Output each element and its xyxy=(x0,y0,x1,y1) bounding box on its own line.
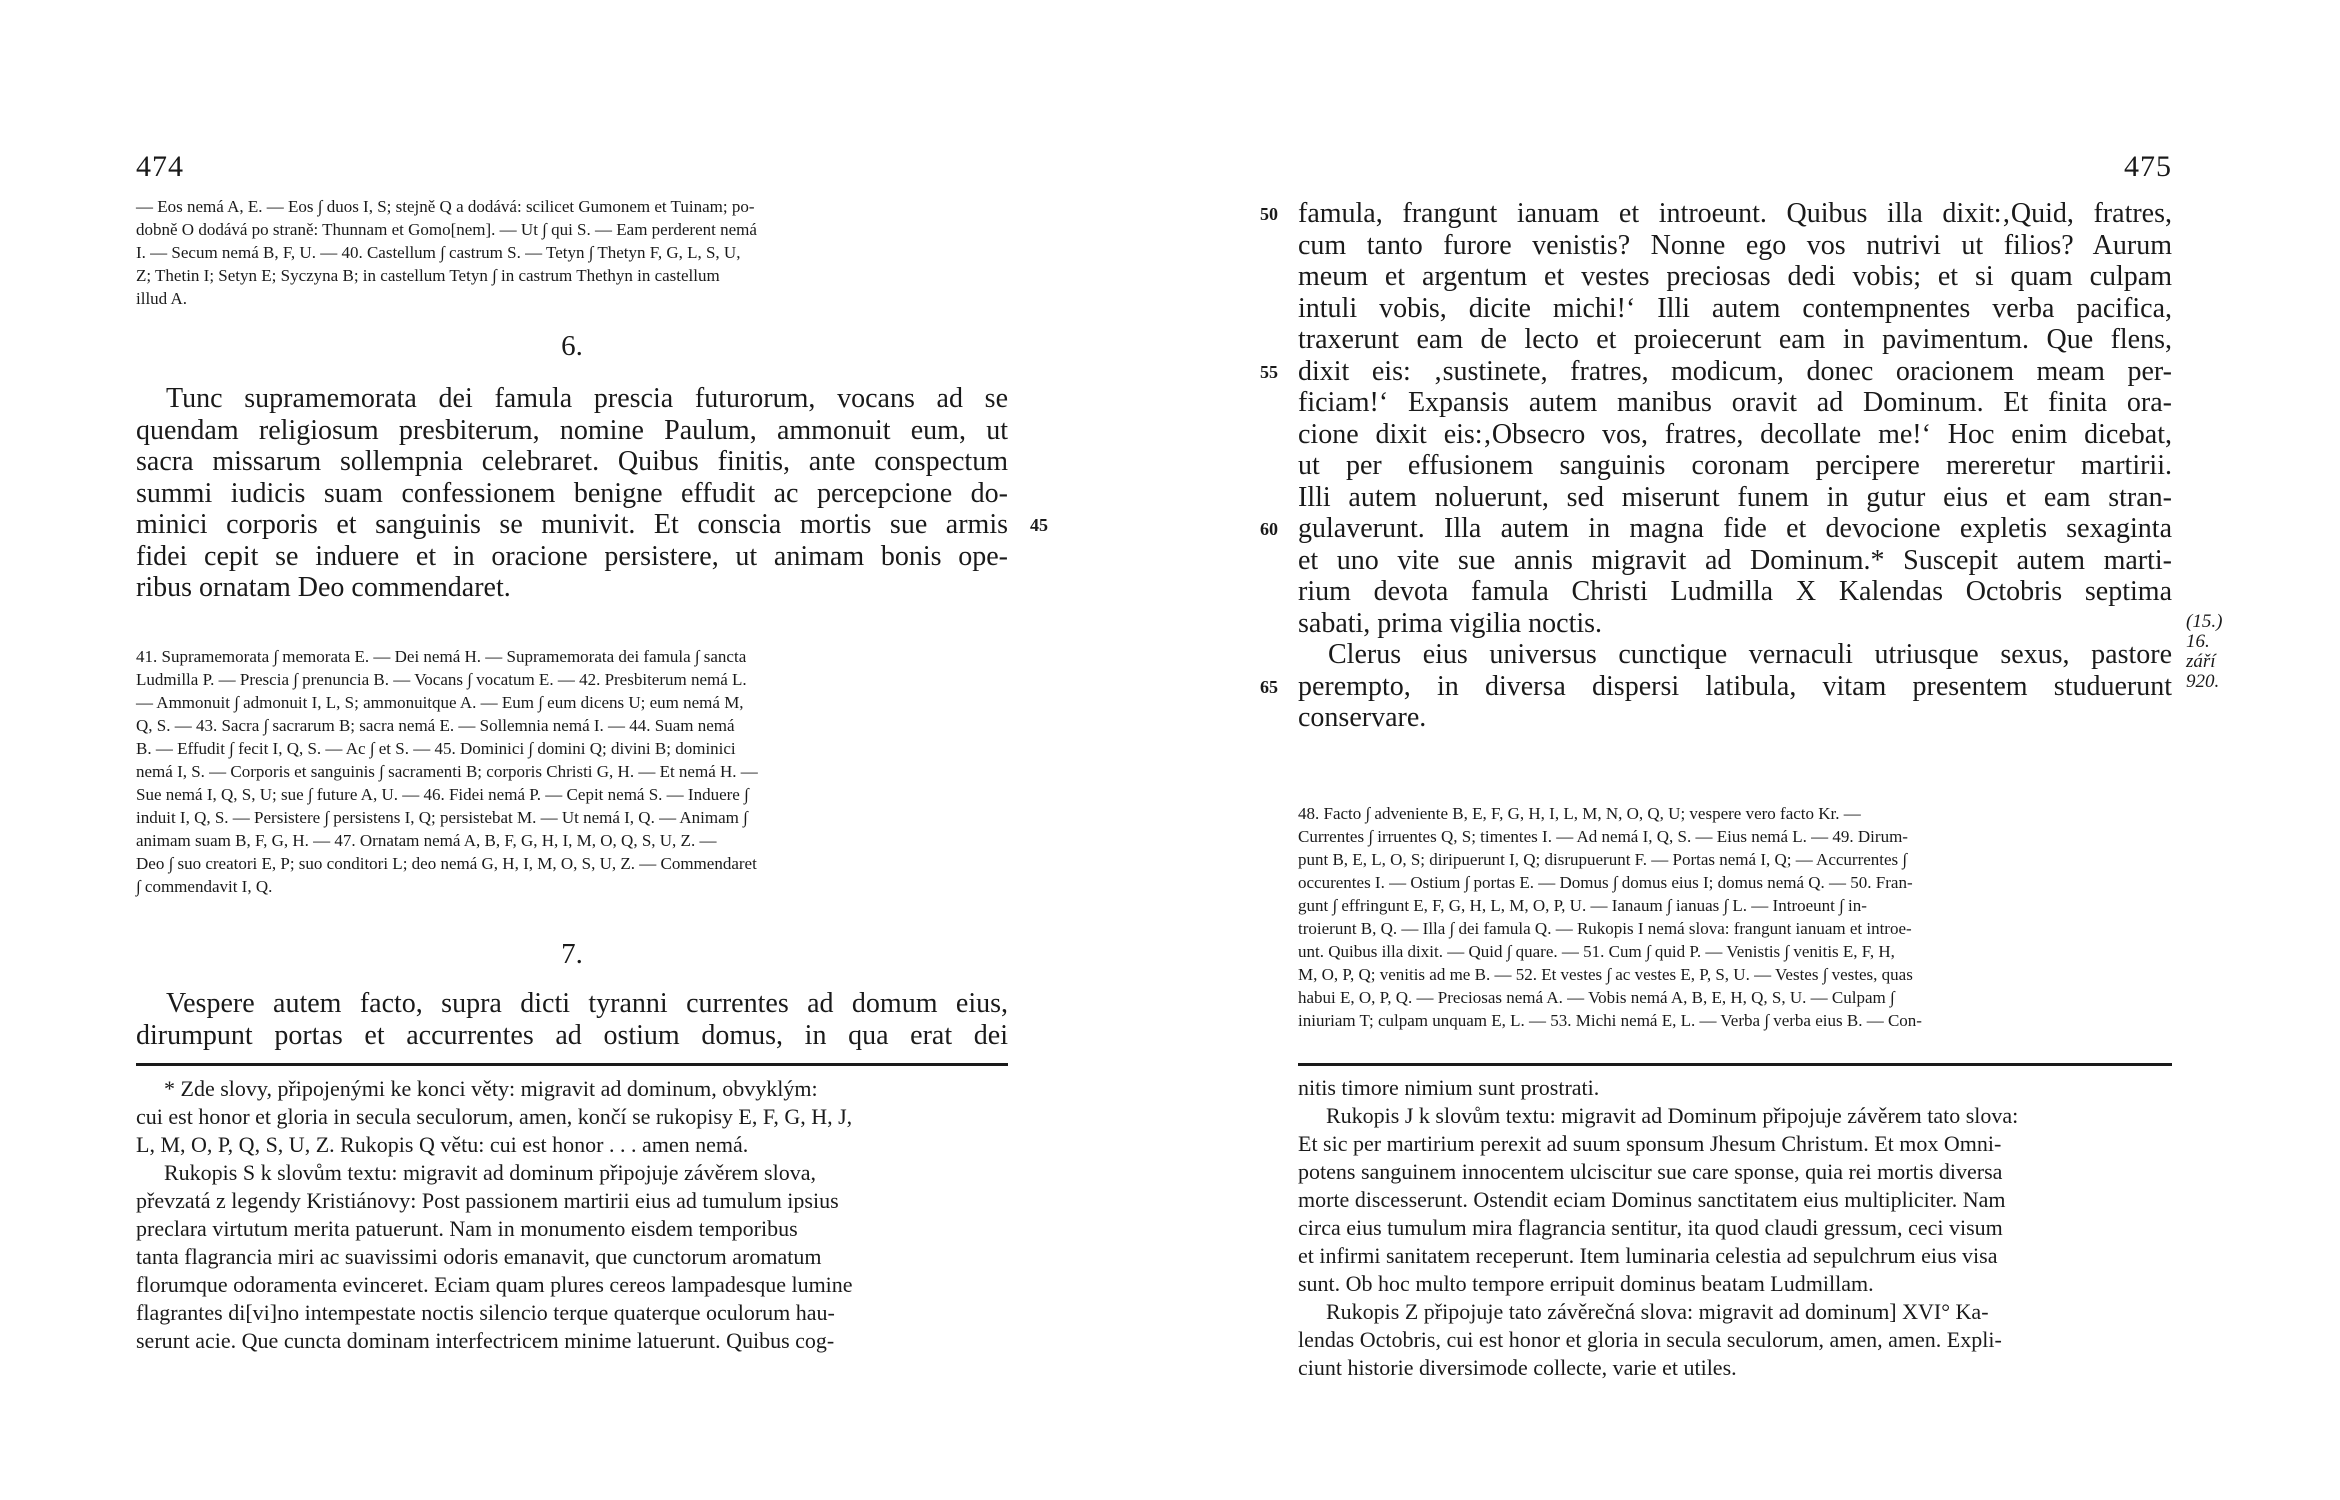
footnote-line: et infirmi sanitatem receperunt. Item luminaria celestia ad sepulchrum eius visa xyxy=(1298,1243,1998,1268)
apparatus-line: animam suam B, F, G, H. — 47. Ornatam nemá A, B, F, G, H, I, M, O, Q, S, U, Z. — xyxy=(136,831,717,850)
footnote-line: Et sic per martirium perexit ad suum sponsum Jhesum Christum. Et mox Omni- xyxy=(1298,1131,2002,1156)
apparatus-line: — Eos nemá A, E. — Eos ∫ duos I, S; stejně Q a dodává: scilicet Gumonem et Tuinam; po- xyxy=(136,197,755,216)
text-line: ut per effusionem sanguinis coronam percipere mereretur martirii. xyxy=(1298,450,2172,481)
text-line: quendam religiosum presbiterum, nomine Paulum, ammonuit eum, ut xyxy=(136,414,1008,446)
apparatus-line: Ludmilla P. — Prescia ∫ prenuncia B. — Vocans ∫ vocatum E. — 42. Presbiterum nemá L. xyxy=(136,670,747,689)
text-line: cione dixit eis:‚Obsecro vos, fratres, decollate me!‘ Hoc enim dicebat, xyxy=(1298,418,2172,450)
line-number: 45 xyxy=(1030,515,1048,535)
text-line: meum et argentum et vestes preciosas dedi vobis; et si quam culpam xyxy=(1298,261,2172,292)
apparatus-line: dobně O dodává po straně: Thunnam et Gomo[nem]. — Ut ∫ qui S. — Eam perderent nemá xyxy=(136,220,757,239)
text-line: intuli vobis, dicite michi!‘ Illi autem contempnentes verba pacifica, xyxy=(1298,292,2172,324)
apparatus-line: 48. Facto ∫ adveniente B, E, F, G, H, I, L, M, N, O, Q, U; vespere vero facto Kr. — xyxy=(1298,804,1861,823)
apparatus-right xyxy=(1298,803,2172,1033)
footnote-line: serunt acie. Que cuncta dominam interfectricem minime latuerunt. Quibus cog- xyxy=(136,1328,835,1353)
apparatus-line: I. — Secum nemá B, F, U. — 40. Castellum ∫ castrum S. — Tetyn ∫ Thetyn F, G, L, S, U, xyxy=(136,243,741,262)
footnote-line: circa eius tumulum mira flagrancia sentitur, ita quod claudi gressum, ceci visum xyxy=(1298,1215,2003,1240)
line-number: 50 xyxy=(1260,204,1278,224)
footnote-line: morte discesserunt. Ostendit eciam Dominus sanctitatem eius multipliciter. Nam xyxy=(1298,1187,2006,1212)
text-line: sabati, prima vigilia noctis. xyxy=(1298,607,1603,639)
footnote-line: potens sanguinem innocentem ulciscitur sue care sponse, quia rei mortis diversa xyxy=(1298,1159,2003,1184)
footnote-line: Rukopis S k slovům textu: migravit ad dominum připojuje závěrem slova, xyxy=(164,1160,816,1185)
text-line: traxerunt eam de lecto et proiecerunt eam in pavimentum. Que flens, xyxy=(1298,324,2172,355)
apparatus-top xyxy=(136,196,1008,311)
footnote-divider xyxy=(1298,1063,2172,1066)
text-line: conservare. xyxy=(1298,702,1427,733)
text-line: ribus ornatam Deo commendaret. xyxy=(136,572,511,603)
apparatus-line: iniuriam T; culpam unquam E, L. — 53. Michi nemá E, L. — Verba ∫ verba eius B. — Con- xyxy=(1298,1011,1922,1030)
text-line: fidei cepit se induere et in oracione persistere, ut animam bonis ope- xyxy=(136,540,1008,572)
text-line: cum tanto furore venistis? Nonne ego vos nutrivi ut filios? Aurum xyxy=(1298,229,2172,261)
text-line: sacra missarum sollempnia celebraret. Quibus finitis, ante conspectum xyxy=(136,446,1008,477)
apparatus-line: Currentes ∫ irruentes Q, S; timentes I. — Ad nemá I, Q, S. — Eius nemá L. — 49. Dirum- xyxy=(1298,827,1908,846)
apparatus-line: M, O, P, Q; venitis ad me B. — 52. Et vestes ∫ ac vestes E, P, S, U. — Vestes ∫ vestes, quas xyxy=(1298,965,1913,984)
apparatus-line: 41. Supramemorata ∫ memorata E. — Dei nemá H. — Supramemorata dei famula ∫ sancta xyxy=(136,647,747,666)
footnote-line: * Zde slovy, připojenými ke konci věty: migravit ad dominum, obvyklým: xyxy=(164,1076,818,1101)
footnote-line: Rukopis Z připojuje tato závěrečná slova: migravit ad dominum] XVI° Ka- xyxy=(1326,1299,1989,1324)
text-line: Illi autem noluerunt, sed miserunt funem in gutur eius et eam stran- xyxy=(1298,481,2172,513)
apparatus-line: induit I, Q, S. — Persistere ∫ persistens I, Q; persistebat M. — Ut nemá I, Q. — Animam ∫ xyxy=(136,808,748,827)
apparatus-line: Deo ∫ suo creatori E, P; suo conditori L; deo nemá G, H, I, M, O, S, U, Z. — Commendaret xyxy=(136,854,757,873)
line-number: 65 xyxy=(1260,676,1278,697)
text-line: Clerus eius universus cunctique vernaculi utriusque sexus, pastore xyxy=(1328,639,2172,670)
apparatus-line: punt B, E, L, O, S; diripuerunt I, Q; disrupuerunt F. — Portas nemá I, Q; — Accurrentes ∫ xyxy=(1298,850,1908,869)
margin-date-note: (15.) 16. září 920. xyxy=(2186,611,2223,692)
line-number: 55 xyxy=(1260,361,1278,382)
text-line: summi iudicis suam confessionem benigne effudit ac percepcione do- xyxy=(136,477,1008,509)
apparatus-line: B. — Effudit ∫ fecit I, Q, S. — Ac ∫ et S. — 45. Dominici ∫ domini Q; divini B; dominici xyxy=(136,739,736,758)
text-line: ficiam!‘ Expansis autem manibus oravit ad Dominum. Et finita ora- xyxy=(1298,387,2172,418)
footnote-line: preclara virtutum merita patuerunt. Nam in monumento eisdem temporibus xyxy=(136,1216,798,1241)
footnote-line: cui est honor et gloria in secula seculorum, amen, končí se rukopisy E, F, G, H, J, xyxy=(136,1104,853,1129)
section-heading-6: 6. xyxy=(561,330,583,362)
apparatus-line: habui E, O, P, Q. — Preciosas nemá A. — Vobis nemá A, B, E, H, Q, S, U. — Culpam ∫ xyxy=(1298,988,1895,1007)
page-number-right: 475 xyxy=(2124,150,2172,183)
text-line: famula, frangunt ianuam et introeunt. Quibus illa dixit:‚Quid, fratres, xyxy=(1298,198,2172,229)
footnote-line: florumque odoramenta evinceret. Eciam quam plures cereos lampadesque lumine xyxy=(136,1272,853,1297)
apparatus-line: nemá I, S. — Corporis et sanguinis ∫ sacramenti B; corporis Christi G, H. — Et nemá H. — xyxy=(136,762,758,781)
apparatus-line: unt. Quibus illa dixit. — Quid ∫ quare. — 51. Cum ∫ quid P. — Venistis ∫ venitis E, F, H, xyxy=(1298,942,1895,961)
apparatus-middle xyxy=(136,646,1008,899)
text-line: Tunc supramemorata dei famula prescia futurorum, vocans ad se xyxy=(166,383,1008,414)
footnote-left xyxy=(136,1075,1008,1355)
apparatus-line: troierunt B, Q. — Illa ∫ dei famula Q. — Rukopis I nemá slova: frangunt ianuam et introe- xyxy=(1298,919,1912,938)
text-line: Vespere autem facto, supra dicti tyranni currentes ad domum eius, xyxy=(166,988,1008,1019)
footnote-line: sunt. Ob hoc multo tempore erripuit dominus beatam Ludmillam. xyxy=(1298,1271,1874,1296)
apparatus-line: Sue nemá I, Q, S, U; sue ∫ future A, U. — 46. Fidei nemá P. — Cepit nemá S. — Induere ∫ xyxy=(136,785,749,804)
section-6-text xyxy=(136,383,1048,604)
footnote-line: flagrantes di[vi]no intempestate noctis silencio terque quaterque oculorum hau- xyxy=(136,1300,835,1325)
text-line: rium devota famula Christi Ludmilla X Kalendas Octobris septima xyxy=(1298,576,2172,607)
apparatus-line: ∫ commendavit I, Q. xyxy=(136,877,273,896)
text-line: dixit eis: ‚sustinete, fratres, modicum, donec oracionem meam per- xyxy=(1298,355,2172,387)
text-line: dirumpunt portas et accurrentes ad ostium domus, in qua erat dei xyxy=(136,1019,1008,1051)
page-number-left: 474 xyxy=(136,150,184,183)
apparatus-line: illud A. xyxy=(136,289,188,308)
main-text-right xyxy=(1260,198,2172,734)
footnote-line: L, M, O, P, Q, S, U, Z. Rukopis Q větu: cui est honor . . . amen nemá. xyxy=(136,1132,749,1157)
footnote-line: lendas Octobris, cui est honor et gloria in secula seculorum, amen, amen. Expli- xyxy=(1298,1327,2002,1352)
footnote-right xyxy=(1298,1074,2172,1382)
footnote-line: tanta flagrancia miri ac suavissimi odoris emanavit, que cunctorum aromatum xyxy=(136,1244,822,1269)
footnote-line: Rukopis J k slovům textu: migravit ad Dominum připojuje závěrem tato slova: xyxy=(1326,1103,2019,1128)
footnote-divider xyxy=(136,1063,1008,1066)
apparatus-line: gunt ∫ effringunt E, F, G, H, L, M, O, P, U. — Ianaum ∫ ianuas ∫ L. — Introeunt ∫ in- xyxy=(1298,896,1867,915)
text-line: perempto, in diversa dispersi latibula, vitam presentem studuerunt xyxy=(1298,670,2172,702)
section-heading-7: 7. xyxy=(561,938,583,970)
footnote-line: ciunt historie diversimode collecte, varie et utiles. xyxy=(1298,1355,1737,1380)
footnote-line: převzatá z legendy Kristiánovy: Post passionem martirii eius ad tumulum ipsius xyxy=(136,1188,839,1213)
text-line: et uno vite sue annis migravit ad Dominum.* Suscepit autem marti- xyxy=(1298,544,2172,576)
apparatus-line: Q, S. — 43. Sacra ∫ sacrarum B; sacra nemá E. — Sollemnia nemá I. — 44. Suam nemá xyxy=(136,716,735,735)
text-line: minici corporis et sanguinis se munivit. Et conscia mortis sue armis xyxy=(136,509,1008,540)
apparatus-line: occurentes I. — Ostium ∫ portas E. — Domus ∫ domus eius I; domus nemá Q. — 50. Fran- xyxy=(1298,873,1913,892)
line-number: 60 xyxy=(1260,519,1278,539)
apparatus-line: — Ammonuit ∫ admonuit I, L, S; ammonuitque A. — Eum ∫ eum dicens U; eum nemá M, xyxy=(136,693,744,712)
section-7-text xyxy=(136,988,1008,1051)
apparatus-line: Z; Thetin I; Setyn E; Syczyna B; in castellum Tetyn ∫ in castrum Thethyn in castellum xyxy=(136,266,720,285)
text-line: gulaverunt. Illa autem in magna fide et devocione expletis sexaginta xyxy=(1298,513,2172,544)
footnote-line: nitis timore nimium sunt prostrati. xyxy=(1298,1075,1600,1100)
